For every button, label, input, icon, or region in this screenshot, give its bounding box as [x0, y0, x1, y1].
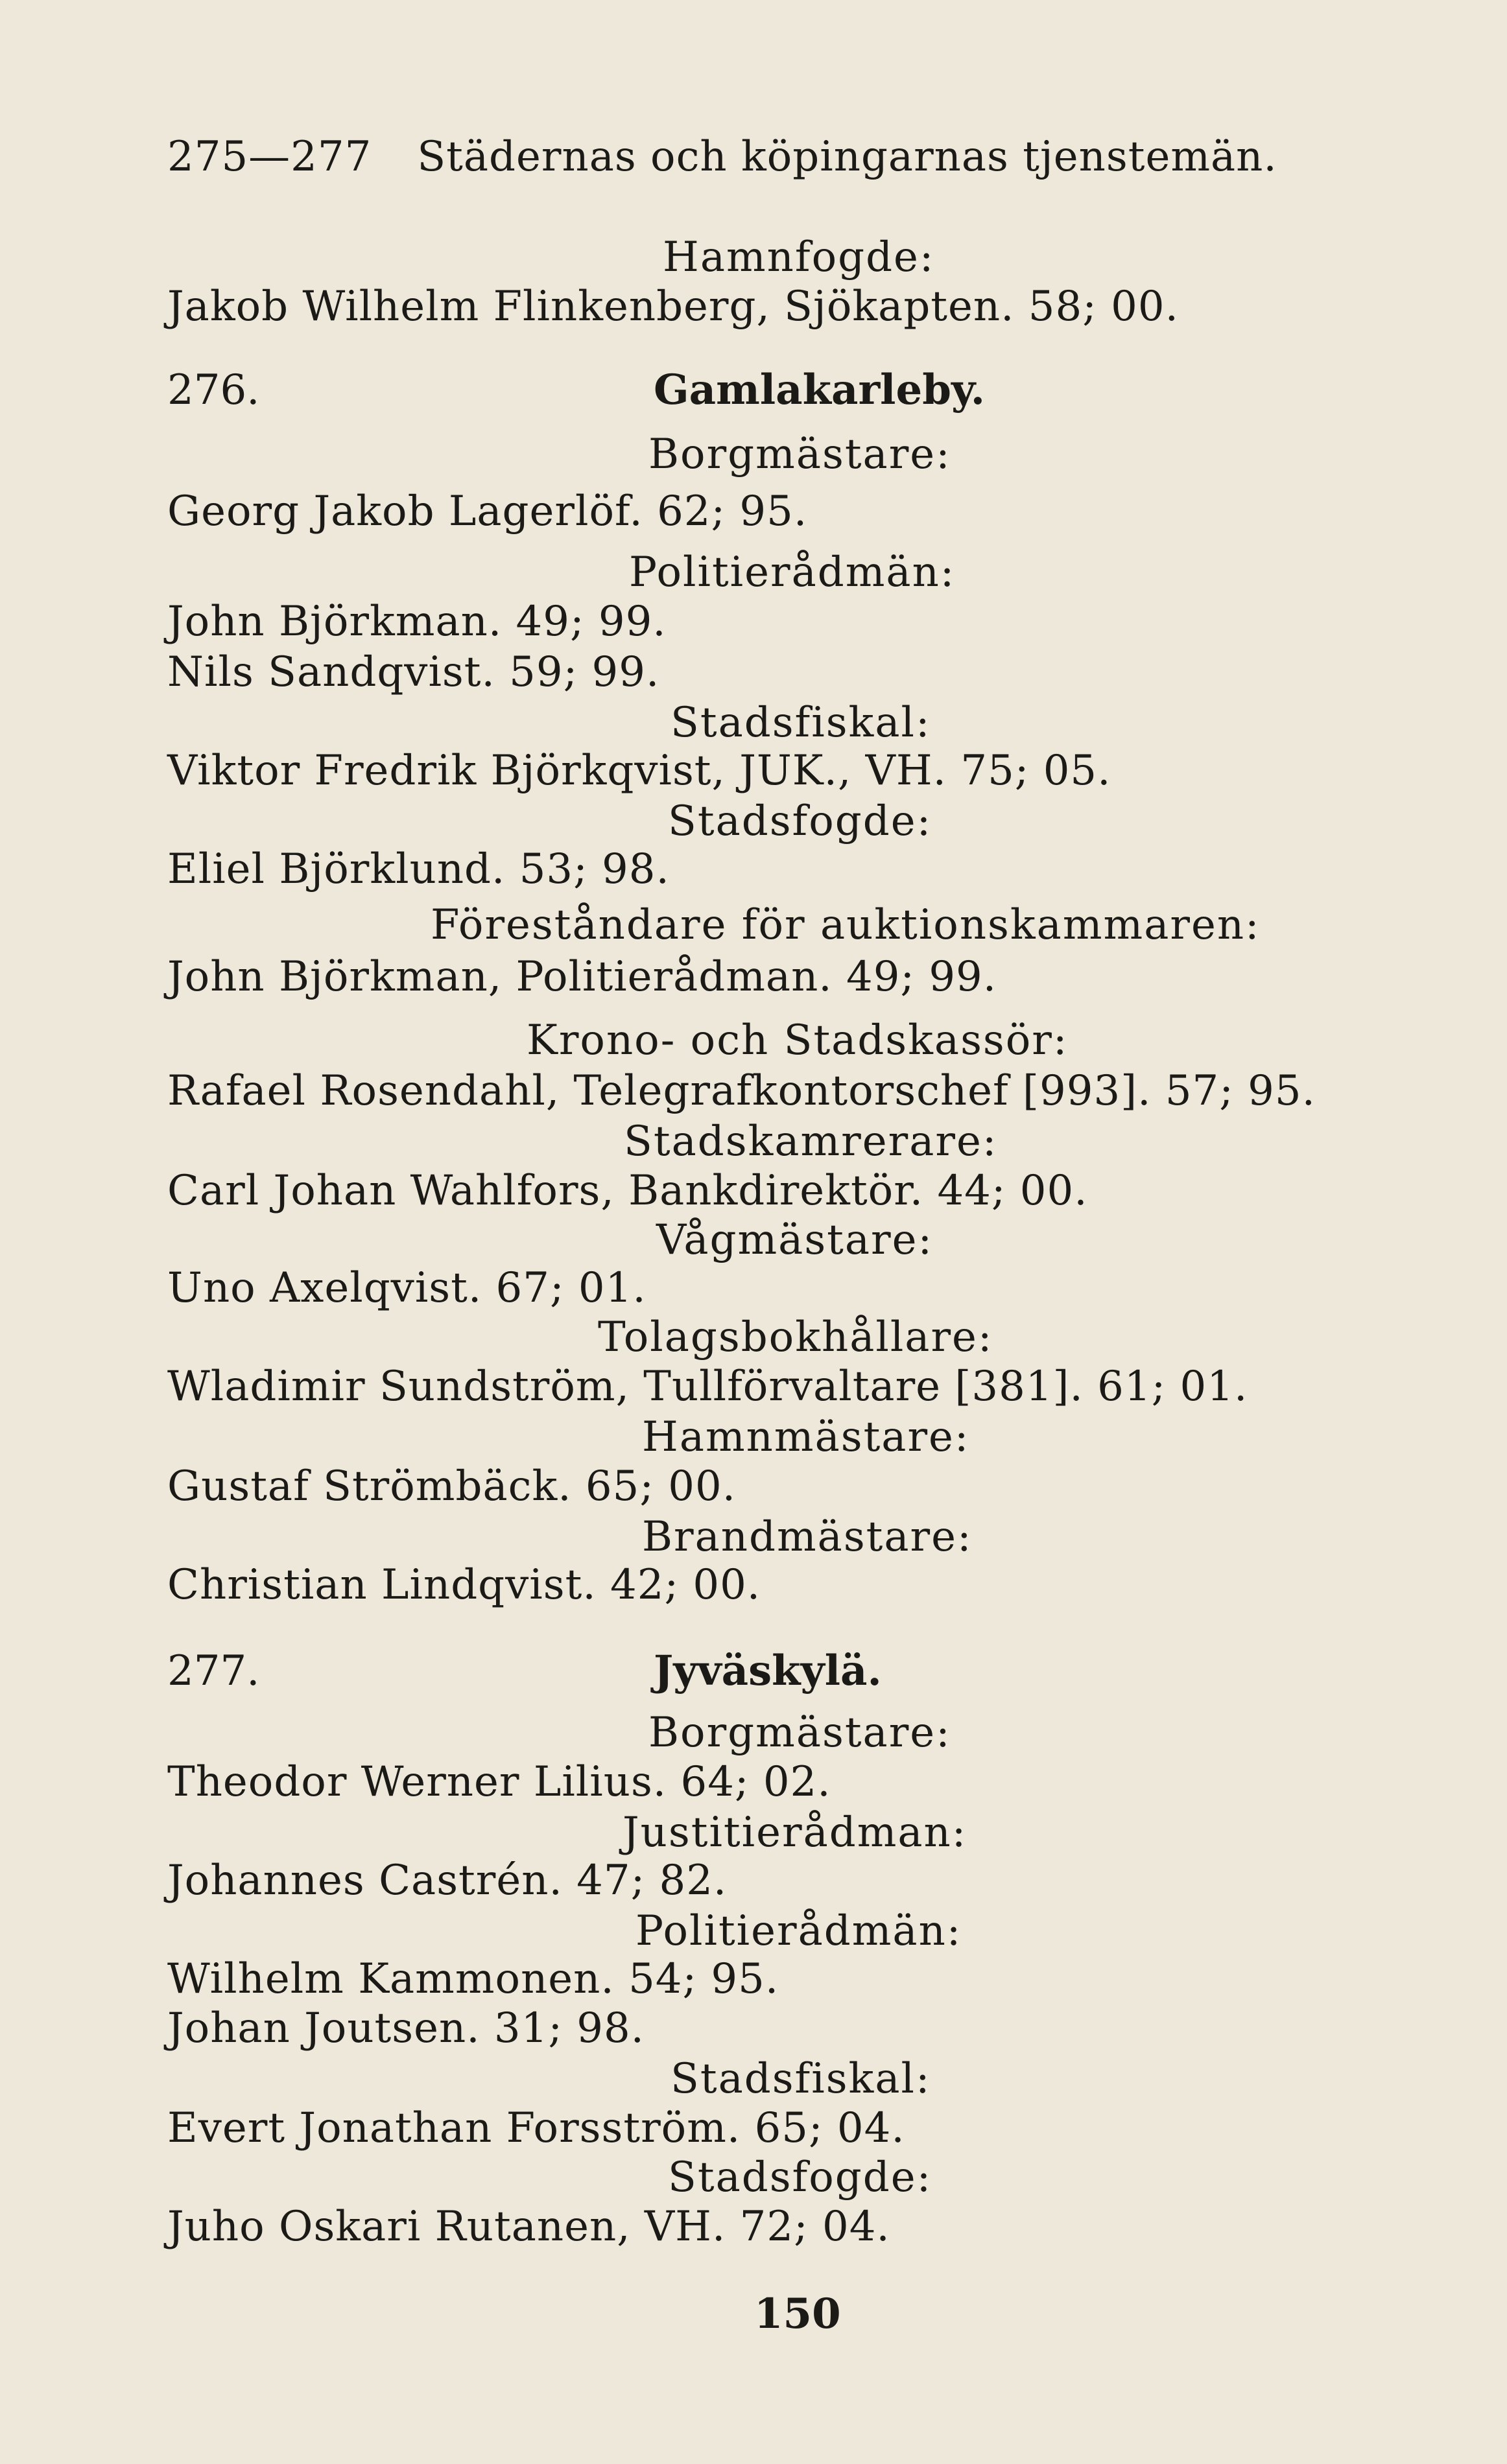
town-number: 276. [167, 366, 260, 414]
entry-line: Johan Joutsen. 31; 98. [167, 2004, 645, 2052]
entry-line: Carl Johan Wahlfors, Bankdirektör. 44; 00. [167, 1167, 1088, 1215]
header-title: Städernas och köpingarnas tjenstemän. [417, 133, 1277, 181]
role-heading: Stadsfiskal: [670, 699, 931, 747]
role-heading: Borgmästare: [648, 1709, 951, 1757]
entry-line: Evert Jonathan Forsström. 65; 04. [167, 2104, 905, 2152]
role-heading: Vågmästare: [656, 1216, 934, 1264]
town-name: Jyväskylä. [654, 1647, 882, 1695]
entry-line: Georg Jakob Lagerlöf. 62; 95. [167, 487, 808, 535]
role-heading: Brandmästare: [642, 1513, 973, 1561]
entry-line: Nils Sandqvist. 59; 99. [167, 648, 660, 696]
entry-line: Eliel Björklund. 53; 98. [167, 845, 670, 893]
town-number: 277. [167, 1647, 260, 1695]
town-heading [167, 1647, 882, 1695]
role-heading: Krono- och Stadskassör: [527, 1016, 1069, 1064]
town-name: Gamlakarleby. [654, 366, 986, 414]
role-heading: Tolagsbokhållare: [598, 1313, 993, 1361]
role-heading: Stadsfiskal: [670, 2055, 931, 2103]
role-heading: Politierådmän: [629, 548, 956, 596]
role-heading: Politierådmän: [635, 1907, 962, 1955]
town-heading [167, 366, 985, 414]
entry-line: Viktor Fredrik Björkqvist, JUK., VH. 75; 05. [167, 747, 1111, 795]
entry-line: Christian Lindqvist. 42; 00. [167, 1561, 761, 1609]
role-heading: Stadskamrerare: [624, 1118, 998, 1166]
entry-line: Juho Oskari Rutanen, VH. 72; 04. [167, 2203, 890, 2251]
role-heading: Hamnmästare: [642, 1413, 970, 1461]
role-heading: Stadsfogde: [668, 2153, 932, 2201]
entry-line: John Björkman. 49; 99. [167, 598, 667, 646]
role-heading: Borgmästare: [648, 430, 951, 478]
entry-line: Jakob Wilhelm Flinkenberg, Sjökapten. 58; 00. [167, 283, 1179, 331]
entry-line: Theodor Werner Lilius. 64; 02. [167, 1758, 831, 1806]
page-number: 150 [754, 2290, 841, 2338]
role-heading: Föreståndare för auktionskammaren: [431, 901, 1261, 949]
header-range: 275—277 [167, 133, 372, 181]
role-heading: Hamnfogde: [663, 233, 935, 281]
entry-line: Gustaf Strömbäck. 65; 00. [167, 1462, 737, 1510]
entry-line: John Björkman, Politierådman. 49; 99. [167, 953, 997, 1001]
entry-line: Wilhelm Kammonen. 54; 95. [167, 1955, 779, 2003]
role-heading: Justitierådman: [623, 1809, 967, 1857]
entry-line: Wladimir Sundström, Tullförvaltare [381]. 61; 01. [167, 1363, 1248, 1411]
entry-line: Uno Axelqvist. 67; 01. [167, 1264, 647, 1312]
entry-line: Rafael Rosendahl, Telegrafkontorschef [993]. 57; 95. [167, 1067, 1316, 1115]
running-header [167, 133, 1277, 181]
role-heading: Stadsfogde: [668, 797, 932, 845]
entry-line: Johannes Castrén. 47; 82. [167, 1857, 728, 1905]
